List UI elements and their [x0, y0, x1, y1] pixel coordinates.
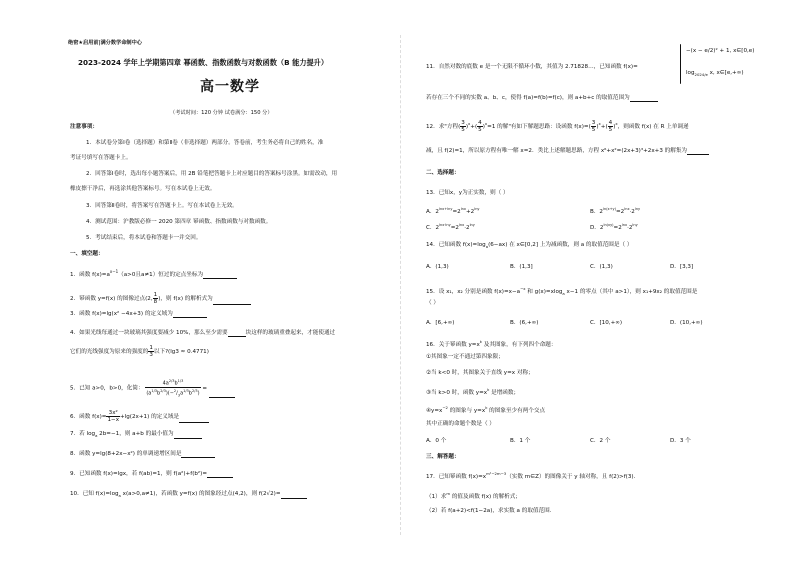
- exam-subtitle: 2023-2024 学年上学期第四章 幂函数、指数函数与对数函数（B 能力提升）: [78, 58, 329, 67]
- question-4-cont: 它们的光线强度为原来的强度的 $\frac{1}{3}$ 以下?(lg3 ≈ 0.4771): [70, 345, 209, 358]
- question-3: 3．函数 f(x)=lg(x² −4x+3) 的定义域为: [70, 311, 207, 318]
- question-5: 5．已知 a>0，b>0，化简： $\frac{4a^{2/3}b^{1/3}}{(a^{1/3}b^{2/3})(-^2/_3a^{1/3}b^{2/3})}$ =: [70, 378, 235, 398]
- section-answer-heading: 三、解答题：: [426, 454, 460, 460]
- question-15-cont: （ ）: [426, 300, 439, 306]
- question-17: 17．已知幂函数 $f(x)=x^{m^2-2m-3}$（实数 m∈Z）的图像关于 y 轴对称，且 f(2)>f(3)．: [426, 471, 640, 480]
- question-2: 2．幂函数 y=f(x) 的图像过点(2, $\frac{1}{8}$ )，则 f(x) 的解析式为: [70, 292, 251, 305]
- answer-blank[interactable]: [630, 95, 658, 102]
- question-16: 16．关于幂函数 $y=x^k$ 及其图象，有下列四个命题：: [426, 339, 557, 348]
- option-14-d[interactable]: D．[3,3]: [670, 264, 694, 270]
- exam-title: 高一数学: [200, 79, 260, 95]
- question-12-cont: 减，且 f(2)=1，所以原方程有唯一解 x=2．类比上述解题思路，方程 x⁶+x²=(2x+3)³+2x+3 的解集为: [426, 148, 709, 155]
- question-17-part-2: （2）若 f(a+2)<f(1−2a)，求实数 a 的取值范围.: [426, 508, 552, 514]
- question-17-part-1: （1）求$^m$ 的值及函数 f(x) 的解析式；: [426, 491, 521, 500]
- option-15-b[interactable]: B．(6,+∞): [510, 320, 539, 326]
- option-13-b[interactable]: B．$2^{ln(x+y)}=2^{lnx}\cdot 2^{lny}$: [590, 207, 641, 215]
- answer-blank[interactable]: [173, 311, 207, 318]
- notice-item: 橡皮擦干净后，再选涂其他答案标号。写在本试卷上无效。: [70, 186, 216, 192]
- statement-4: $④y=x^{-2}$ 的图象与 $y=x^k$ 的图象至少有两个交点: [426, 405, 546, 414]
- statement-2: ②当 k<0 时，其图象关于直线 y=x 对称；: [426, 370, 534, 376]
- option-16-c[interactable]: C．2 个: [590, 438, 611, 444]
- notice-heading: 注意事项：: [70, 124, 98, 130]
- notice-item: 考证号填写在答题卡上。: [70, 155, 132, 161]
- exam-info: （考试时间：120 分钟 试卷满分：150 分）: [170, 110, 273, 116]
- question-6: 6．函数 f(x)= $\frac{\text{3x²}}{1-x}$ +lg(2x+1) 的定义域是: [70, 410, 209, 423]
- question-15: 15．设 x₁，x₂ 分别是函数 $f(x)=x-a^{-x}$ 和 g(x)=xlog$_a$ x−1 的零点（其中 a>1），则 x₁+9x₂ 的取值范围是: [426, 286, 698, 296]
- option-16-a[interactable]: A．0 个: [426, 438, 447, 444]
- question-16-ask: 其中正确的命题个数是（ ）: [426, 421, 495, 427]
- question-12: 12．求"方程( $\frac{3}{5}$ )$^x$+( $\frac{4}{5}$ )$^x$=1 的解"有如下解题思路：设函数 f(x)=( $\frac{3}{5}$ )$^x$+( $\frac{4}{5}$ )$^x$，则函数 f(x) 在 R 上单调递: [426, 120, 689, 133]
- option-16-b[interactable]: B．1 个: [510, 438, 531, 444]
- option-15-a[interactable]: A．[6,+∞): [426, 320, 455, 326]
- piecewise-brace: [680, 44, 681, 84]
- section-choice-heading: 二、选择题：: [426, 170, 460, 176]
- statement-3: ③当 k>0 时，函数 $y=x^k$ 是增函数；: [426, 387, 520, 396]
- option-13-d[interactable]: D．$2^{ln(xy)}=2^{lnx}\cdot 2^{lny}$: [590, 223, 638, 231]
- question-1: 1．函数 $f(x)=a^{x-1}(a>0$且a≠1）恒过的定点坐标为: [70, 268, 237, 279]
- section-fill-heading: 一、填空题：: [70, 251, 104, 257]
- answer-blank[interactable]: [207, 471, 233, 478]
- question-7: 7．若 $\log_a 2b=-1$，则 a+b 的最小值为: [70, 431, 202, 439]
- notice-item: 5．考试结束后，将本试卷和答题卡一并交回。: [86, 235, 202, 241]
- answer-blank[interactable]: [181, 451, 215, 458]
- question-9: 9．已知函数 f(x)=lgx，若 f(ab)=1，则 f(a²)+f(b²)=: [70, 471, 233, 478]
- question-11-cont: 若存在三个不同的实数 a、b、c，使得 f(a)=f(b)=f(c)，则 a+b+c 的取值范围为: [426, 95, 658, 102]
- answer-blank[interactable]: [281, 492, 307, 499]
- top-note: 绝密★启用前|满分数学命制中心: [68, 40, 142, 46]
- option-16-d[interactable]: D．3 个: [670, 438, 691, 444]
- option-14-c[interactable]: C．(1,3): [590, 264, 613, 270]
- option-13-c[interactable]: C．$2^{lnx\cdot lny}=2^{lnx}\cdot 2^{lny}$: [426, 223, 475, 231]
- notice-item: 4．测试范围：沪教版必修一 2020 第四章 幂函数、指数函数与对数函数。: [86, 219, 272, 225]
- option-15-c[interactable]: C．[10,+∞): [590, 320, 623, 326]
- notice-item: 1．本试卷分第Ⅰ卷（选择题）和第Ⅱ卷（非选择题）两部分。答卷前，考生务必将自己的姓名，准: [86, 140, 324, 146]
- option-14-b[interactable]: B．(1,3]: [510, 264, 533, 270]
- statement-1: ①其图象一定不通过第四象限；: [426, 354, 504, 360]
- piecewise-2: $\log_{2024/e} x$, x∈[e,+∞): [686, 70, 744, 78]
- piecewise-1: −(x − e/2)² + 1, x∈[0,e): [686, 48, 755, 54]
- q5-fraction: $\frac{4a^{2/3}b^{1/3}}{(a^{1/3}b^{2/3})(-^2/_3a^{1/3}b^{2/3})}$: [146, 379, 200, 398]
- answer-blank[interactable]: [179, 416, 209, 423]
- answer-blank[interactable]: [687, 148, 709, 155]
- column-divider: [400, 35, 401, 535]
- answer-blank[interactable]: [213, 298, 251, 305]
- notice-item: 2．回答第Ⅰ卷时，选出每小题答案后，用 2B 铅笔把答题卡上对应题目的答案标号涂黑。如需改动，用: [86, 171, 338, 177]
- option-13-a[interactable]: A．$2^{lnx+lny}=2^{lnx}+2^{lny}$: [426, 207, 480, 215]
- answer-blank[interactable]: [203, 272, 237, 279]
- notice-item: 3．回答第Ⅱ卷时，将答案写在答题卡上。写在本试卷上无效。: [86, 203, 238, 209]
- question-4: 4．如果光线每通过一块玻璃其强度要减少 10%，那么至少需要 块这样的玻璃重叠起来，才能使通过: [70, 330, 336, 336]
- answer-blank[interactable]: [209, 391, 235, 398]
- answer-blank[interactable]: [174, 432, 202, 439]
- option-14-a[interactable]: A．(1,3): [426, 264, 449, 270]
- question-11: 11．自然对数的底数 e 是一个无限不循环小数，其值为 2.71828…，已知函数 f(x)=: [426, 64, 638, 70]
- question-8: 8．函数 y=lg(8+2x−x²) 的单调递增区间是: [70, 451, 215, 458]
- question-13: 13．已知x，y为正实数，则（ ）: [426, 190, 509, 196]
- option-15-d[interactable]: D．(10,+∞): [670, 320, 703, 326]
- answer-blank[interactable]: [228, 330, 246, 337]
- question-10: 10．已知 $f(x)=\log_a$ x(a>0,a≠1)，若函数 y=f(x) 的图象经过点(4,2)，则 f(2√2)=: [70, 491, 307, 499]
- question-14: 14．已知函数 $f(x)=\log_a(6-ax)$ 在 x∈[0,2] 上为减函数，则 a 的取值范围是（ ）: [426, 242, 633, 250]
